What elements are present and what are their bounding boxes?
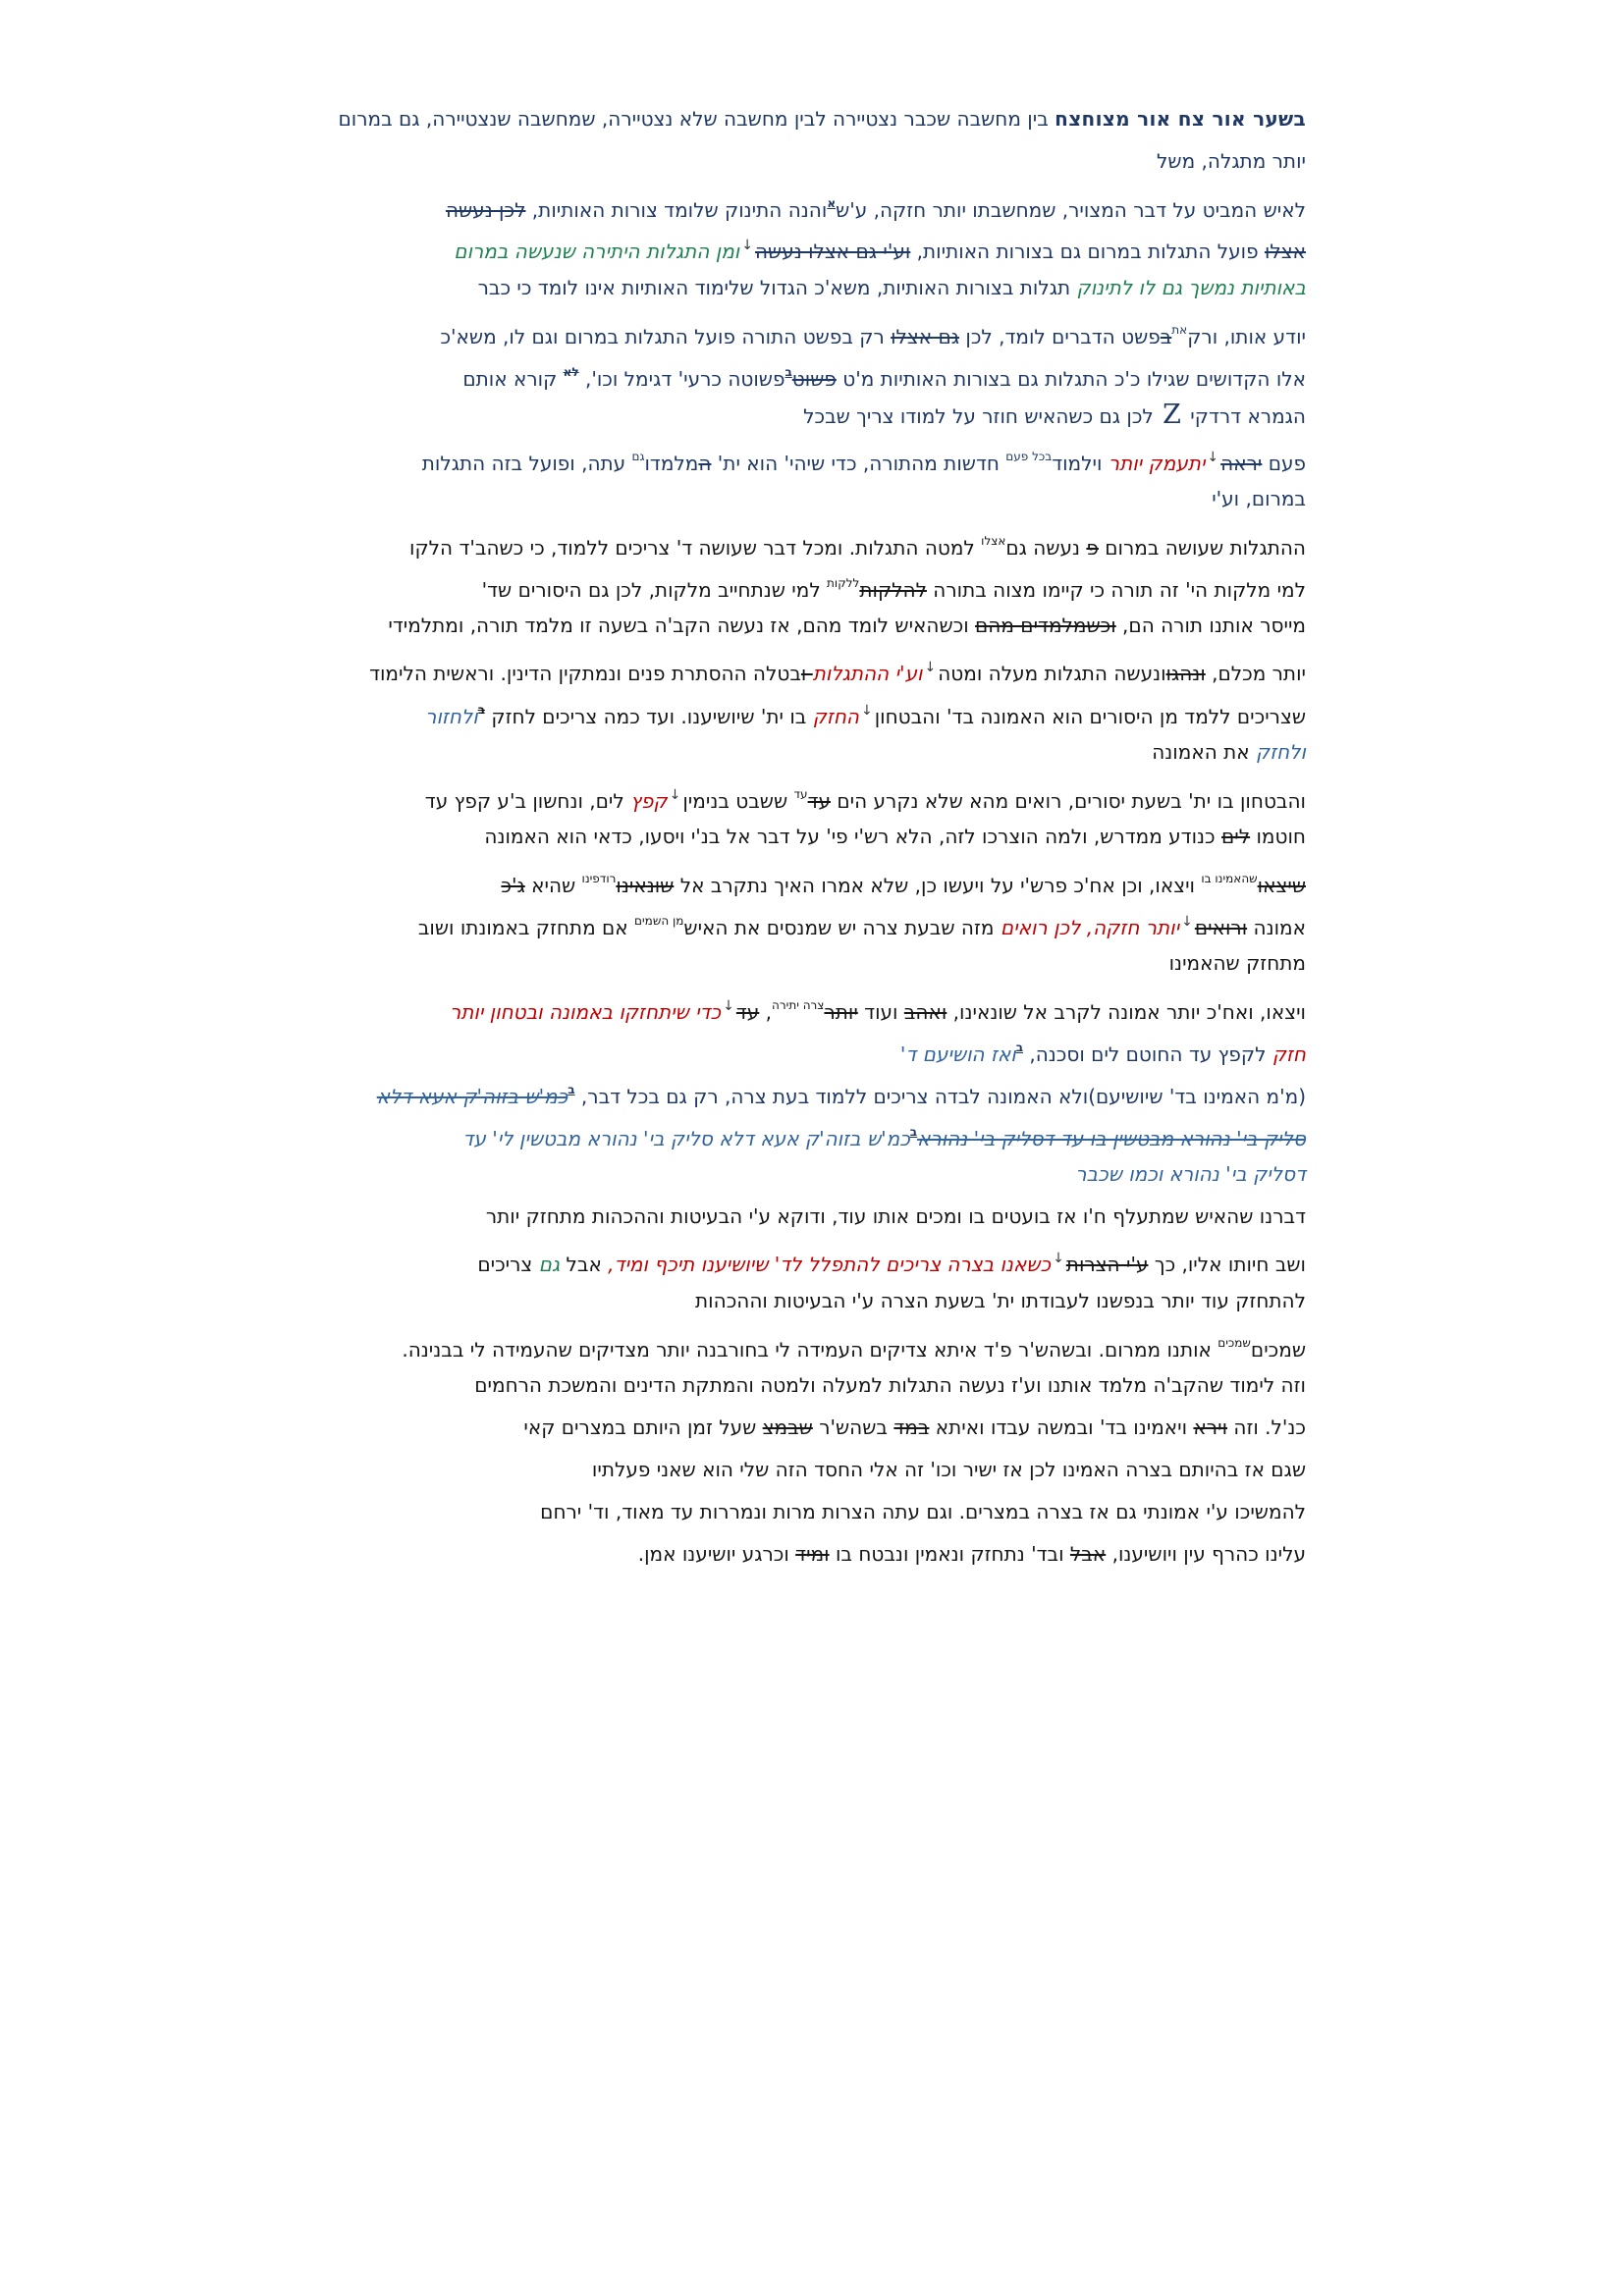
superscript-insertion: צרה יתירה (772, 998, 825, 1012)
body-text: בין מחשבה שכבר נצטיירה לבין מחשבה שלא נצטיירה, שמחשבה שנצטיירה, גם במרום (338, 107, 1055, 131)
struck-text: וכשמלמדים מהם (975, 614, 1116, 637)
body-text: חוטמו (1250, 825, 1306, 848)
superscript-struck: ב (477, 703, 486, 717)
body-text: מתחזק שהאמינו (1168, 951, 1306, 975)
superscript-insertion: את (1171, 323, 1188, 337)
document-line (231, 1238, 1306, 1280)
body-text: יותר מתגלה, משל (1157, 149, 1306, 173)
blue-struck-text: סליק בי' נהורא מבטשין בו עד דסליק בי' נהורא (917, 1127, 1306, 1150)
body-text: ששבט בנימין (682, 789, 794, 813)
document-line (231, 1280, 1306, 1322)
red-insertion: כשאנו בצרה צריכים להתפלל לד' שיושיענו תיכף ומיד, (601, 1253, 1052, 1276)
green-insertion: גם (538, 1253, 561, 1276)
struck-text: לכן נעשה (445, 198, 526, 222)
body-text: נעשה גם (1005, 536, 1087, 560)
body-text: מייסר אותנו תורה הם, (1115, 614, 1306, 637)
body-text: מזה שבעת צרה יש שמנסים את האיש (683, 916, 1001, 939)
body-text: לקפץ עד החוטם לים וסכנה, (1023, 1042, 1272, 1066)
document-line (231, 1153, 1306, 1196)
document-line (231, 1322, 1306, 1364)
struck-text: לים (1221, 825, 1251, 848)
body-text: ההתגלות שעושה במרום (1098, 536, 1306, 560)
document-line (231, 1407, 1306, 1449)
red-insertion: יותר חזקה, לכן רואים (1000, 916, 1180, 939)
body-text: לים, ונחשון ב'ע קפץ עד (424, 789, 631, 813)
green-insertion: ומן התגלות היתירה שנעשה במרום (454, 240, 740, 263)
body-text: אמונה (1247, 916, 1306, 939)
insertion-arrow-icon: ↓ (924, 660, 937, 675)
body-text: את האמונה (1152, 740, 1256, 764)
struck-text: עד (735, 1000, 760, 1024)
insertion-arrow-icon: ↓ (669, 787, 681, 803)
body-text: פשט הדברים לומד, לכן (959, 325, 1161, 348)
superscript-insertion: שהאמינו בו (1201, 872, 1258, 885)
body-text: פועל התגלות במרום גם בצורות האותיות, (910, 240, 1265, 263)
blue-insertion: כמ'ש בזוה'ק אעא דלא סליק בי' נהורא מבטשין לי' עד (462, 1127, 910, 1150)
red-insertion: כדי שיתחזקו באמונה ובטחון יותר (449, 1000, 722, 1024)
body-text: ובד' נתחזק ונאמין ונבטח בו (829, 1542, 1070, 1566)
body-text: , (759, 1000, 773, 1024)
body-text: להתחזק עוד יותר בנפשנו לעבודתו ית' בשעת הצרה ע'י הבעיטות וההכהות (695, 1289, 1306, 1312)
struck-text: וירא (1193, 1415, 1228, 1439)
document-line (231, 351, 1306, 394)
document-line (231, 816, 1306, 858)
document-line (231, 774, 1306, 816)
section-header: בשער אור צח אור מצוחצח (1055, 107, 1306, 131)
struck-text: ומיד (795, 1542, 830, 1566)
struck-text: ב (1160, 325, 1172, 348)
blue-struck-text: כמ'ש בזוה'ק אעא דלא (376, 1085, 568, 1108)
body-text: עלינו כהרף עין ויושיענו, (1106, 1542, 1306, 1566)
body-text: למי מלקות הי' זה תורה כי קיימו מצוה בתורה (926, 578, 1306, 602)
body-text: במרום, וע'י (1212, 487, 1306, 510)
body-text: ועוד (857, 1000, 904, 1024)
struck-text: שבמצ (762, 1415, 813, 1439)
document-line (231, 689, 1306, 731)
insertion-arrow-icon: ↓ (723, 998, 734, 1014)
body-text: אבל (560, 1253, 602, 1276)
body-text: חדשות מהתורה, כדי שיהי' הוא ית' (711, 452, 1006, 475)
body-text: למי שנתחייב מלקות, לכן גם היסורים שד' (481, 578, 828, 602)
document-line (231, 478, 1306, 520)
document-line (231, 183, 1306, 225)
struck-text: ואהב (903, 1000, 947, 1024)
document-line (231, 225, 1306, 267)
body-text: רק בפשט התורה פועל התגלות במרום וגם לו, משא'כ (440, 325, 892, 348)
blue-insertion: דסליק בי' נהורא וכמו שכבר (1075, 1162, 1306, 1186)
body-text: שמכים (1250, 1338, 1306, 1362)
struck-text: יותר (824, 1000, 858, 1024)
body-text: הגמרא דרדקי (1183, 404, 1306, 428)
body-text: וכרגע יושיענו אמן. (637, 1542, 796, 1566)
insertion-arrow-icon: ↓ (1207, 450, 1219, 465)
body-text: לאיש המביט על דבר המצויר, שמחשבתו יותר חזקה, ע'ש (836, 198, 1306, 222)
superscript-struck: לא (563, 365, 579, 379)
document-line (231, 394, 1306, 436)
footnote-letter: ב (784, 365, 792, 379)
struck-text: פ (1086, 536, 1099, 560)
body-text: (מ'מ האמינו בד' שיושיעם)ולא האמונה לבדה צריכים ללמוד בעת צרה, רק גם בכל דבר, (574, 1085, 1306, 1108)
body-text: תגלות בצורות האותיות, משא'כ הגדול שלימוד האותיות אינו לומד כי כבר (477, 276, 1077, 299)
superscript-insertion: גם (631, 450, 645, 463)
blue-insertion: ואז הושיעם ד' (899, 1042, 1016, 1066)
document-line (231, 1533, 1306, 1575)
struck-text: ורואים (1194, 916, 1248, 939)
body-text: והבטחון בו ית' בשעת יסורים, רואים מהא שלא נקרע הים (831, 789, 1306, 813)
body-text: אם מתחזק באמונתו ושוב (417, 916, 635, 939)
superscript-insertion: בכל פעם (1005, 450, 1053, 463)
body-text: ונעשה התגלות מעלה ומטה (938, 662, 1166, 685)
insertion-arrow-icon: ↓ (1053, 1251, 1064, 1266)
struck-text: ו (800, 662, 813, 685)
body-text: עתה, ופועל בזה התגלות (421, 452, 632, 475)
document-line (231, 140, 1306, 183)
manuscript-text-block (231, 98, 1306, 1575)
footnote-letter: ב (568, 1083, 575, 1096)
document-line (231, 858, 1306, 900)
body-text: לכן גם כשהאיש חוזר על למודו צריך שבכל (803, 404, 1161, 428)
document-line (231, 309, 1306, 351)
document-line (231, 647, 1306, 689)
body-text: יודע אותו, ורק (1187, 325, 1306, 348)
body-text: בו ית' שיושיענו. ועד כמה צריכים לחזק (485, 705, 813, 728)
insertion-arrow-icon: ↓ (1181, 914, 1193, 930)
body-text: שגם אז בהיותם בצרה האמינו לכן אז ישיר וכו' זה אלי החסד הזה שלי הוא שאני פעלתיו (591, 1458, 1306, 1481)
struck-text: במד (893, 1415, 930, 1439)
struck-text: אבל (1069, 1542, 1107, 1566)
insertion-arrow-icon: ↓ (860, 703, 873, 719)
document-line (231, 1111, 1306, 1153)
body-text: אותנו ממרום. ובשהש'ר פ'ד איתא צדיקים העמידה לי בחורבנה יותר מצדיקים שהעמידה לי בבנינה. (402, 1338, 1218, 1362)
superscript-insertion: עד (793, 787, 808, 801)
blue-insertion: ולחזק (1256, 740, 1306, 764)
document-line (231, 1449, 1306, 1491)
body-text: ויצאו, וכן אח'כ פרש'י על ויעשו כן, שלא אמרו האיך נתקרב אל (674, 874, 1202, 897)
superscript-insertion: ללקות (827, 576, 860, 590)
body-text: שצריכים ללמד מן היסורים הוא האמונה בד' והבטחון (874, 705, 1306, 728)
body-text: והנה התינוק שלומד צורות האותיות, (525, 198, 828, 222)
footnote-letter: ב (1015, 1041, 1024, 1054)
body-text: קורא אותם (462, 367, 564, 391)
body-text: שעל זמן היותם במצרים קאי (523, 1415, 763, 1439)
document-line (231, 267, 1306, 309)
document-line (231, 1069, 1306, 1111)
struck-text: להלקות (859, 578, 927, 602)
red-insertion: יתעמק יותר (1108, 452, 1206, 475)
footnote-letter: ב (909, 1125, 918, 1139)
struck-text: ע'י הצרות (1065, 1253, 1149, 1276)
green-insertion: באותיות נמשך גם לו לתינוק (1076, 276, 1306, 299)
document-line (231, 942, 1306, 985)
superscript-insertion: רודפינו (581, 872, 617, 885)
body-text: וכשהאיש לומד מהם, אז נעשה הקב'ה בשעה זו מלמד תורה, ומתלמידי (388, 614, 976, 637)
document-line (231, 900, 1306, 942)
red-insertion: החזק (812, 705, 859, 728)
struck-text: שיצאו (1257, 874, 1306, 897)
body-text: למטה התגלות. ומכל דבר שעושה ד' צריכים ללמוד, כי כשהב'ד הלקו (409, 536, 982, 560)
footnote-letter: א (827, 196, 837, 210)
red-insertion: וע'י ההתגלות (812, 662, 923, 685)
document-line (231, 520, 1306, 562)
body-text: צריכים (477, 1253, 539, 1276)
document-line (231, 1491, 1306, 1533)
document-line (231, 1364, 1306, 1407)
struck-text: עד (807, 789, 831, 813)
body-text: כנ'ל. וזה (1227, 1415, 1306, 1439)
document-line (231, 436, 1306, 478)
struck-text: ג'כ (501, 874, 525, 897)
body-text: פשוטה כרעי' דגימל וכו', (578, 367, 785, 391)
struck-text: שונאינו (616, 874, 675, 897)
struck-text: פשוט (791, 367, 837, 391)
document-line (231, 605, 1306, 647)
superscript-insertion: שמכים (1217, 1336, 1251, 1350)
struck-text: יראה (1220, 452, 1263, 475)
body-text: יותר מכלם, (1205, 662, 1306, 685)
body-text: ויאמינו בד' ובמשה עבדו ואיתא (929, 1415, 1194, 1439)
body-text: שהיא (524, 874, 582, 897)
body-text: וילמוד (1052, 452, 1109, 475)
document-line (231, 1027, 1306, 1069)
struck-text: וע'י גם אצלו נעשה (754, 240, 911, 263)
blue-insertion: ולחזור (425, 705, 478, 728)
insertion-arrow-icon: ↓ (741, 238, 753, 253)
document-line (231, 1196, 1306, 1238)
body-text: כנודע ממדרש, ולמה הוצרכו לזה, הלא רש'י פי' על דבר אל בנ'י ויסעו, כדאי הוא האמונה (484, 825, 1221, 848)
body-text: ויצאו, ואח'כ יותר אמונה לקרב אל שונאינו, (947, 1000, 1306, 1024)
red-insertion: קפץ (630, 789, 668, 813)
document-line (231, 562, 1306, 605)
body-text: דברנו שהאיש שמתעלף ח'ו אז בועטים בו ומכים אותו עוד, ודוקא ע'י הבעיטות וההכהות מתחזק יותר (485, 1204, 1306, 1228)
body-text: ושב חיותו אליו, כך (1148, 1253, 1306, 1276)
struck-text: ונהגו (1165, 662, 1206, 685)
z-mark: Z (1163, 400, 1181, 430)
struck-text: גם אצלו (891, 325, 960, 348)
body-text: אלו הקדושים שגילו כ'כ התגלות גם בצורות האותיות מ'ט (836, 367, 1306, 391)
document-line (231, 985, 1306, 1027)
body-text: בטלה ההסתרת פנים ונמתקין הדינין. וראשית הלימוד (369, 662, 801, 685)
body-text: וזה לימוד שהקב'ה מלמד אותנו וע'ז נעשה התגלות למעלה ולמטה והמתקת הדינים והמשכת הרחמים (474, 1373, 1306, 1397)
red-insertion: חזק (1271, 1042, 1306, 1066)
body-text: להמשיכו ע'י אמונתי גם אז בצרה במצרים. וגם עתה הצרות מרות ונמררות עד מאוד, וד' ירחם (540, 1500, 1306, 1523)
document-line (231, 731, 1306, 774)
body-text: פעם (1262, 452, 1306, 475)
struck-text: ה (698, 452, 712, 475)
struck-text: אצלו (1264, 240, 1306, 263)
document-line (231, 98, 1306, 140)
body-text: מלמדו (644, 452, 699, 475)
superscript-insertion: אצלו (981, 534, 1006, 548)
body-text: בשהש'ר (812, 1415, 894, 1439)
superscript-insertion: מן השמים (634, 914, 684, 928)
